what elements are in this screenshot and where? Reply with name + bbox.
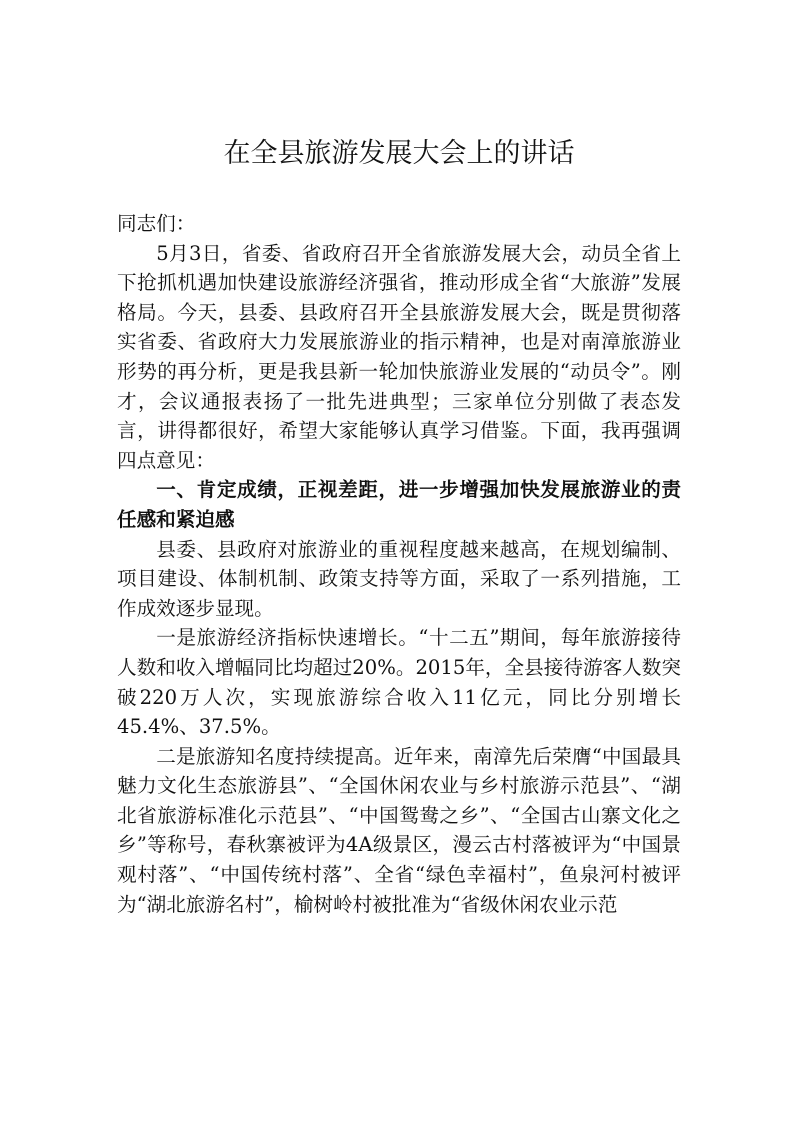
paragraph-point-2: 二是旅游知名度持续提高。近年来，南漳先后荣膺“中国最具魅力文化生态旅游县”、“全国休闲农业与乡村旅游示范县”、“湖北省旅游标准化示范县”、“中国鸳鸯之乡”、“全国古山寨文化之乡”等称号，春秋寨被评为4A级景区，漫云古村落被评为“中国景观村落”、“中国传统村落”、全省“绿色幸福村”，鱼泉河村被评为“湖北旅游名村”，榆树岭村被批准为“省级休闲农业示范 xyxy=(117,744,681,916)
paragraph-overview: 县委、县政府对旅游业的重视程度越来越高，在规划编制、项目建设、体制机制、政策支持等方面，采取了一系列措施，工作成效逐步显现。 xyxy=(117,537,681,620)
salutation: 同志们： xyxy=(117,212,196,235)
paragraph-intro: 5月3日，省委、省政府召开全省旅游发展大会，动员全省上下抢抓机遇加快建设旅游经济强省，推动形成全省“大旅游”发展格局。今天，县委、县政府召开全县旅游发展大会，既是贯彻落实省委、省政府大力发展旅游业的指示精神，也是对南漳旅游业形势的再分析，更是我县新一轮加快旅游业发展的“动员令”。刚才，会议通报表扬了一批先进典型；三家单位分别做了表态发言，讲得都很好，希望大家能够认真学习借鉴。下面，我再强调四点意见： xyxy=(117,241,681,472)
document-title: 在全县旅游发展大会上的讲话 xyxy=(223,138,575,169)
paragraph-point-1: 一是旅游经济指标快速增长。“十二五”期间，每年旅游接待人数和收入增幅同比均超过20%。2015年，全县接待游客人数突破220万人次，实现旅游综合收入11亿元，同比分别增长45.4%、37.5%。 xyxy=(117,626,681,739)
document-body xyxy=(117,209,681,919)
section-heading-1: 一、肯定成绩，正视差距，进一步增强加快发展旅游业的责任感和紧迫感 xyxy=(117,478,681,531)
